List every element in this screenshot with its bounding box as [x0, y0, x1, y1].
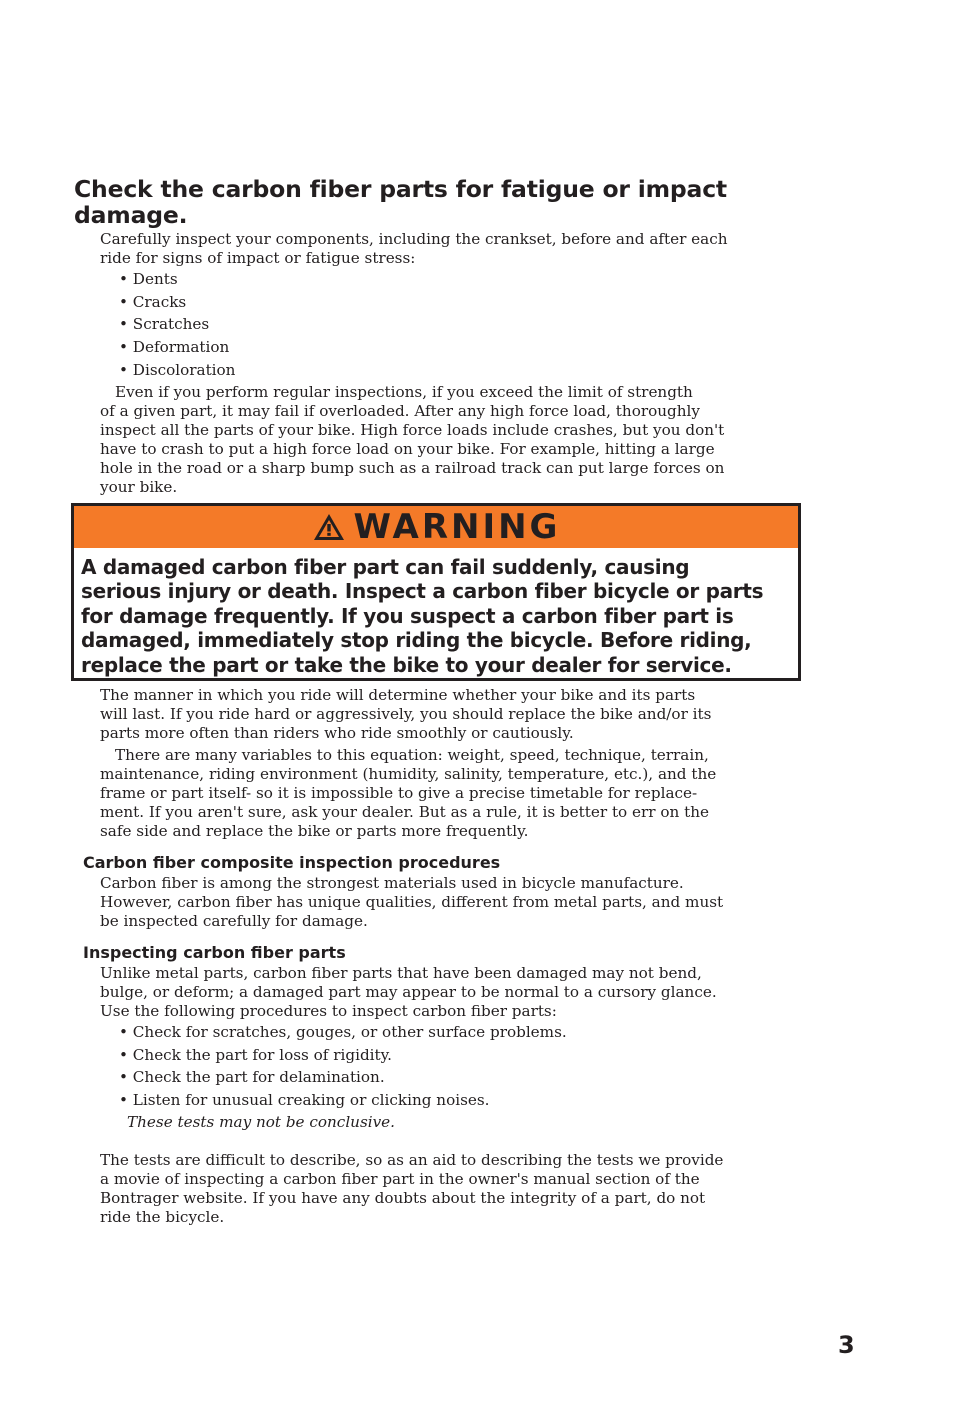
paragraph-line: parts more often than riders who ride smoothly or cautiously. [100, 724, 574, 742]
paragraph-line: Even if you perform regular inspections, if you exceed the limit of strength [115, 383, 693, 401]
list-item: • Deformation [119, 338, 230, 356]
list-item: • Discoloration [119, 361, 236, 379]
paragraph-line: The tests are difficult to describe, so as an aid to describing the tests we provide [100, 1151, 724, 1169]
paragraph-line: Bontrager website. If you have any doubts about the integrity of a part, do not [100, 1189, 706, 1207]
page-title [74, 176, 834, 228]
paragraph-line: bulge, or deform; a damaged part may appear to be normal to a cursory glance. [100, 983, 717, 1001]
intro-line: ride for signs of impact or fatigue stress: [100, 249, 416, 267]
paragraph-line: your bike. [100, 478, 178, 496]
conclusive-note: These tests may not be conclusive. [127, 1113, 395, 1131]
section-heading: Inspecting carbon fiber parts [83, 943, 346, 962]
list-item: • Scratches [119, 315, 210, 333]
warning-text-line: serious injury or death. Inspect a carbon fiber bicycle or parts [81, 579, 764, 603]
warning-header [74, 506, 798, 548]
warning-text-line: damaged, immediately stop riding the bicycle. Before riding, [81, 628, 752, 652]
section-heading: Carbon fiber composite inspection procedures [83, 853, 501, 872]
paragraph-line: will last. If you ride hard or aggressively, you should replace the bike and/or its [100, 705, 712, 723]
paragraph-line: maintenance, riding environment (humidity, salinity, temperature, etc.), and the [100, 765, 717, 783]
page-title-line-2: damage. [74, 201, 188, 229]
paragraph-line: have to crash to put a high force load on your bike. For example, hitting a large [100, 440, 715, 458]
paragraph-line: ride the bicycle. [100, 1208, 225, 1226]
paragraph-line: There are many variables to this equation: weight, speed, technique, terrain, [115, 746, 709, 764]
paragraph-line: Use the following procedures to inspect carbon fiber parts: [100, 1002, 557, 1020]
warning-title: WARNING [353, 507, 561, 547]
warning-box [71, 503, 801, 681]
paragraph-line: be inspected carefully for damage. [100, 912, 368, 930]
paragraph-line: However, carbon fiber has unique qualities, different from metal parts, and must [100, 893, 724, 911]
list-item: • Check the part for loss of rigidity. [119, 1046, 393, 1064]
paragraph-line: ment. If you aren't sure, ask your dealer. But as a rule, it is better to err on the [100, 803, 709, 821]
page-title-line-1: Check the carbon fiber parts for fatigue or impact [74, 175, 727, 203]
paragraph-line: a movie of inspecting a carbon fiber part in the owner's manual section of the [100, 1170, 700, 1188]
list-item: • Cracks [119, 293, 187, 311]
warning-text-line: for damage frequently. If you suspect a carbon fiber part is [81, 604, 734, 628]
list-item: • Check the part for delamination. [119, 1068, 385, 1086]
intro-line: Carefully inspect your components, including the crankset, before and after each [100, 230, 728, 248]
list-item: • Listen for unusual creaking or clicking noises. [119, 1091, 490, 1109]
warning-text-line: replace the part or take the bike to your dealer for service. [81, 653, 732, 677]
paragraph-line: Unlike metal parts, carbon fiber parts that have been damaged may not bend, [100, 964, 702, 982]
paragraph-line: frame or part itself- so it is impossible to give a precise timetable for replace- [100, 784, 698, 802]
list-item: • Check for scratches, gouges, or other surface problems. [119, 1023, 567, 1041]
warning-text-line: A damaged carbon fiber part can fail suddenly, causing [81, 555, 690, 579]
list-item: • Dents [119, 270, 178, 288]
paragraph-line: inspect all the parts of your bike. High force loads include crashes, but you don't [100, 421, 725, 439]
warning-triangle-icon [312, 512, 346, 542]
paragraph-line: hole in the road or a sharp bump such as a railroad track can put large forces on [100, 459, 725, 477]
paragraph-line: safe side and replace the bike or parts more frequently. [100, 822, 529, 840]
paragraph-line: Carbon fiber is among the strongest materials used in bicycle manufacture. [100, 874, 684, 892]
page-number: 3 [838, 1331, 855, 1359]
paragraph-line: of a given part, it may fail if overloaded. After any high force load, thoroughly [100, 402, 700, 420]
paragraph-line: The manner in which you ride will determine whether your bike and its parts [100, 686, 696, 704]
